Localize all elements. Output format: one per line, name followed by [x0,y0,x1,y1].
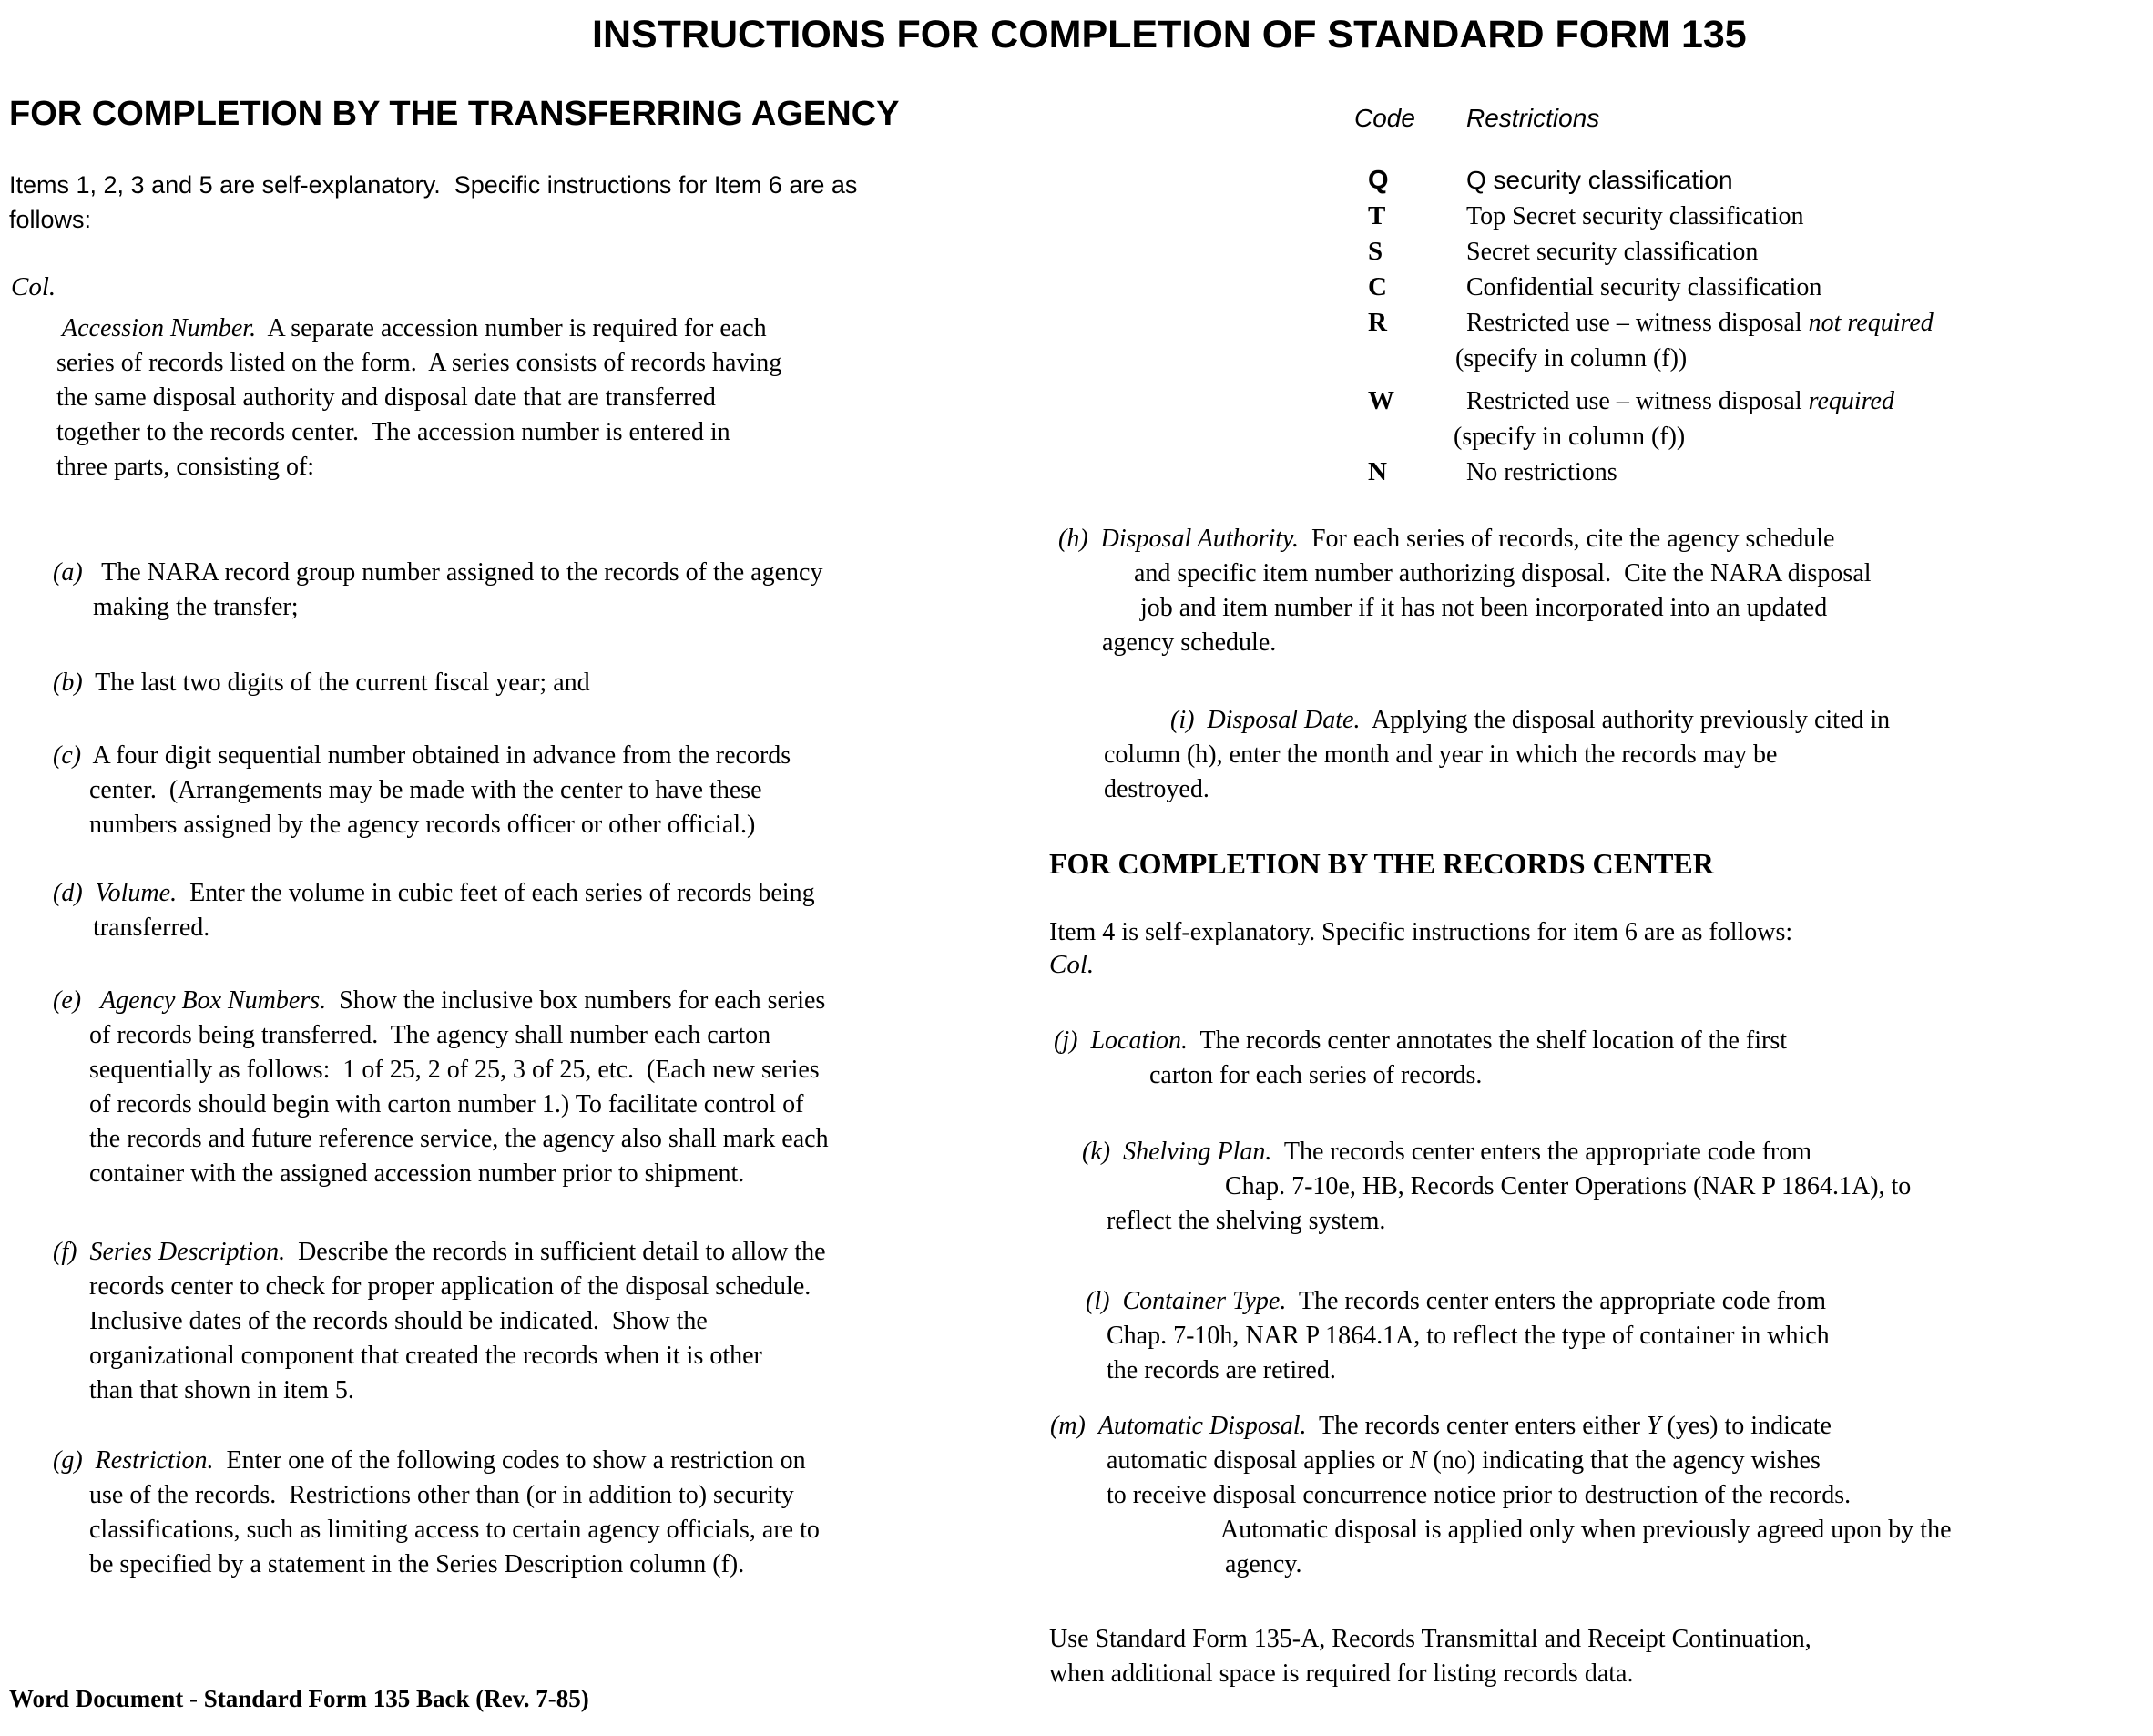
item-k [1047,1135,1911,1239]
text-line: when additional space is required for listing records data. [1049,1659,1634,1688]
page-title: INSTRUCTIONS FOR COMPLETION OF STANDARD FORM 135 [592,13,1747,56]
text-line: center. (Arrangements may be made with the center to have these [89,776,762,804]
text-line: series of records listed on the form. A series consists of records having [56,349,782,377]
item-e [9,984,829,1191]
text-line: (l) Container Type. The records center enters the appropriate code from [1086,1287,1827,1315]
records-center-intro: Item 4 is self-explanatory. Specific instructions for item 6 are as follows: [1049,918,1793,946]
text-line: Items 1, 2, 3 and 5 are self-explanatory. Specific instructions for Item 6 are as [9,171,858,199]
text-line: T Top Secret security classification [1368,201,1804,230]
text-line: follows: [9,206,92,233]
text-line: classifications, such as limiting access to certain agency officials, are to [89,1516,820,1544]
text-line: sequentially as follows: 1 of 25, 2 of 25, 3 of 25, etc. (Each new series [89,1056,820,1084]
text-line: column (h), enter the month and year in which the records may be [1104,740,1778,769]
text-line: carton for each series of records. [1149,1061,1483,1089]
text-line: the records are retired. [1107,1356,1336,1384]
text-line: three parts, consisting of: [56,453,315,481]
text-line: together to the records center. The accession number is entered in [56,418,730,446]
code-restrictions-table [1047,100,1934,490]
text-line: Automatic disposal is applied only when previously agreed upon by the [1220,1516,1952,1544]
text-line: destroyed. [1104,775,1209,803]
item-b [9,666,590,700]
text-line: (e) Agency Box Numbers. Show the inclusive box numbers for each series [53,986,826,1015]
col-label-right: Col. [1049,950,1095,979]
item-d [9,876,815,945]
text-line: use of the records. Restrictions other than (or in addition to) security [89,1481,794,1509]
item-h [1047,522,1872,660]
text-line: Use Standard Form 135-A, Records Transmittal and Receipt Continuation, [1049,1625,1811,1653]
text-line: (k) Shelving Plan. The records center enters the appropriate code from [1082,1138,1812,1166]
text-line: be specified by a statement in the Series Description column (f). [89,1550,745,1578]
text-line: Code Restrictions [1354,104,1600,132]
text-line: numbers assigned by the agency records officer or other official.) [89,811,756,839]
text-line: (g) Restriction. Enter one of the following codes to show a restriction on [53,1446,806,1475]
text-line: (a) The NARA record group number assigned to the records of the agency [53,558,823,587]
footer-note: Word Document - Standard Form 135 Back (Rev. 7-85) [9,1685,589,1712]
text-line: (j) Location. The records center annotates the shelf location of the first [1054,1026,1788,1055]
item-j [1047,1024,1787,1093]
item-g [9,1444,820,1582]
text-line: (d) Volume. Enter the volume in cubic feet of each series of records being [53,879,815,907]
text-line: the same disposal authority and disposal date that are transferred [56,383,716,412]
text-line: (f) Series Description. Describe the records in sufficient detail to allow the [53,1238,826,1266]
text-line: job and item number if it has not been incorporated into an updated [1140,594,1828,622]
text-line: (c) A four digit sequential number obtained in advance from the records [53,741,791,770]
text-line: reflect the shelving system. [1107,1207,1386,1235]
text-line: (specify in column (f)) [1454,423,1686,451]
text-line: N No restrictions [1368,457,1617,486]
text-line: to receive disposal concurrence notice prior to destruction of the records. [1107,1481,1852,1509]
text-line: automatic disposal applies or N (no) indicating that the agency wishes [1107,1446,1821,1475]
item-i [1047,703,1890,807]
text-line: R Restricted use – witness disposal not required [1368,308,1934,337]
item-l [1047,1284,1830,1388]
text-line: Accession Number. A separate accession number is required for each [62,314,767,342]
text-line: transferred. [93,914,210,942]
text-line: (i) Disposal Date. Applying the disposal authority previously cited in [1170,706,1891,734]
text-line: (specify in column (f)) [1455,344,1688,373]
text-line: Inclusive dates of the records should be indicated. Show the [89,1307,708,1335]
continuation-form-note [1047,1622,1811,1691]
text-line: container with the assigned accession number prior to shipment. [89,1159,745,1188]
text-line: W Restricted use – witness disposal required [1368,386,1894,415]
left-intro-paragraph [9,168,857,237]
text-line: C Confidential security classification [1368,272,1822,301]
col-label-left: Col. [11,272,56,301]
text-line: S Secret security classification [1368,237,1759,266]
text-line: agency schedule. [1102,628,1277,657]
text-line: organizational component that created the records when it is other [89,1342,762,1370]
item-c [9,739,791,842]
text-line: (m) Automatic Disposal. The records center enters either Y (yes) to indicate [1050,1412,1832,1440]
text-line: of records should begin with carton number 1.) To facilitate control of [89,1090,804,1118]
item-m [1047,1409,1952,1582]
text-line: than that shown in item 5. [89,1376,354,1404]
text-line: (b) The last two digits of the current fiscal year; and [53,669,590,697]
text-line: agency. [1225,1550,1302,1578]
transferring-agency-heading: FOR COMPLETION BY THE TRANSFERRING AGENCY [9,95,900,133]
text-line: Q Q security classification [1368,166,1733,195]
item-a [9,556,822,625]
text-line: Chap. 7-10h, NAR P 1864.1A, to reflect the type of container in which [1107,1322,1830,1350]
text-line: the records and future reference service, the agency also shall mark each [89,1125,829,1153]
text-line: making the transfer; [93,593,299,621]
text-line: records center to check for proper application of the disposal schedule. [89,1272,811,1301]
accession-number-paragraph [9,311,781,485]
text-line: Chap. 7-10e, HB, Records Center Operations (NAR P 1864.1A), to [1225,1172,1912,1200]
text-line: and specific item number authorizing disposal. Cite the NARA disposal [1134,559,1872,587]
records-center-heading: FOR COMPLETION BY THE RECORDS CENTER [1049,847,1714,880]
text-line: of records being transferred. The agency shall number each carton [89,1021,771,1049]
item-f [9,1235,826,1408]
text-line: (h) Disposal Authority. For each series of records, cite the agency schedule [1058,525,1835,553]
